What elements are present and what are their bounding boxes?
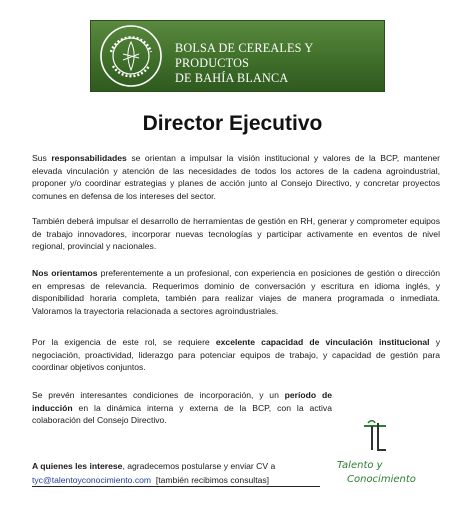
banner-line-2: DE BAHÍA BLANCA bbox=[175, 71, 289, 85]
p3-bold: Nos orientamos bbox=[32, 268, 98, 278]
p1-body: se orientan a impulsar la visión institucional y valores de la BCP, mantener elevada vinculación y atención de las necesidades de todos los actores de la cadena agroindustrial, proponer y/o coordinar estrategias y planes de acción junto al Consejo Directivo, y concretar proyectos comunes en defensa de los intereses del sector. bbox=[32, 153, 440, 201]
banner-title bbox=[175, 41, 384, 86]
p3-body: preferentemente a un profesional, con experiencia en posiciones de gestión o dirección en empresas de relevancia. Requerimos dominio de conversación y escritura en idioma inglés, y disponibilidad horaria completa, también para realizar viajes de manera programada o inmediata. Valoramos la trayectoria relacionada a sectores agroindustriales. bbox=[32, 268, 440, 316]
paragraph-responsibilities bbox=[32, 152, 440, 202]
p4-lead: Por la exigencia de este rol, se requiere bbox=[32, 337, 216, 347]
footer-line-1 bbox=[32, 459, 275, 473]
brand-line-2: Conocimiento bbox=[347, 474, 416, 485]
institution-banner bbox=[90, 20, 385, 92]
email-link[interactable]: tyc@talentoyconocimiento.com bbox=[32, 475, 152, 485]
p4-bold: excelente capacidad de vinculación institucional bbox=[215, 337, 430, 347]
paragraph-skills bbox=[32, 336, 440, 374]
tyc-logo-icon bbox=[360, 420, 390, 454]
footer-bold: A quienes les interese bbox=[32, 461, 123, 471]
p5-bold: período de inducción bbox=[32, 390, 332, 413]
brand-line-1: Talento y bbox=[337, 460, 383, 471]
p5-lead: Se prevén interesantes condiciones de incorporación, y un bbox=[32, 390, 285, 400]
paragraph-conditions bbox=[32, 389, 332, 427]
banner-line-1: BOLSA DE CEREALES Y PRODUCTOS bbox=[175, 41, 313, 70]
footer-note: [también recibimos consultas] bbox=[155, 475, 270, 485]
footer-line-2 bbox=[32, 473, 275, 487]
paragraph-hr bbox=[32, 215, 440, 253]
footer-divider bbox=[32, 486, 320, 487]
p1-bold: responsabilidades bbox=[51, 153, 127, 163]
paragraph-profile bbox=[32, 267, 440, 317]
p4-body: y negociación, proactividad, liderazgo para potenciar equipos de trabajo, y capacidad de gestión para coordinar objetivos conjuntos. bbox=[32, 337, 441, 373]
p1-lead: Sus bbox=[32, 153, 52, 163]
footer-text: , agradecemos postularse y enviar CV a bbox=[122, 461, 276, 471]
brand-name bbox=[337, 459, 416, 487]
p5-body: en la dinámica interna y externa de la BCP, con la activa colaboración del Consejo Directivo. bbox=[32, 402, 332, 426]
p2-body: También deberá impulsar el desarrollo de herramientas de gestión en RH, generar y comprometer equipos de trabajo innovadores, incorporar nuevas tecnologías y participar activamente en eventos de nivel regional, provincial y nacionales. bbox=[32, 216, 440, 252]
application-footer bbox=[32, 459, 275, 487]
seal-logo-icon bbox=[99, 24, 163, 88]
page-title: Director Ejecutivo bbox=[142, 112, 323, 135]
